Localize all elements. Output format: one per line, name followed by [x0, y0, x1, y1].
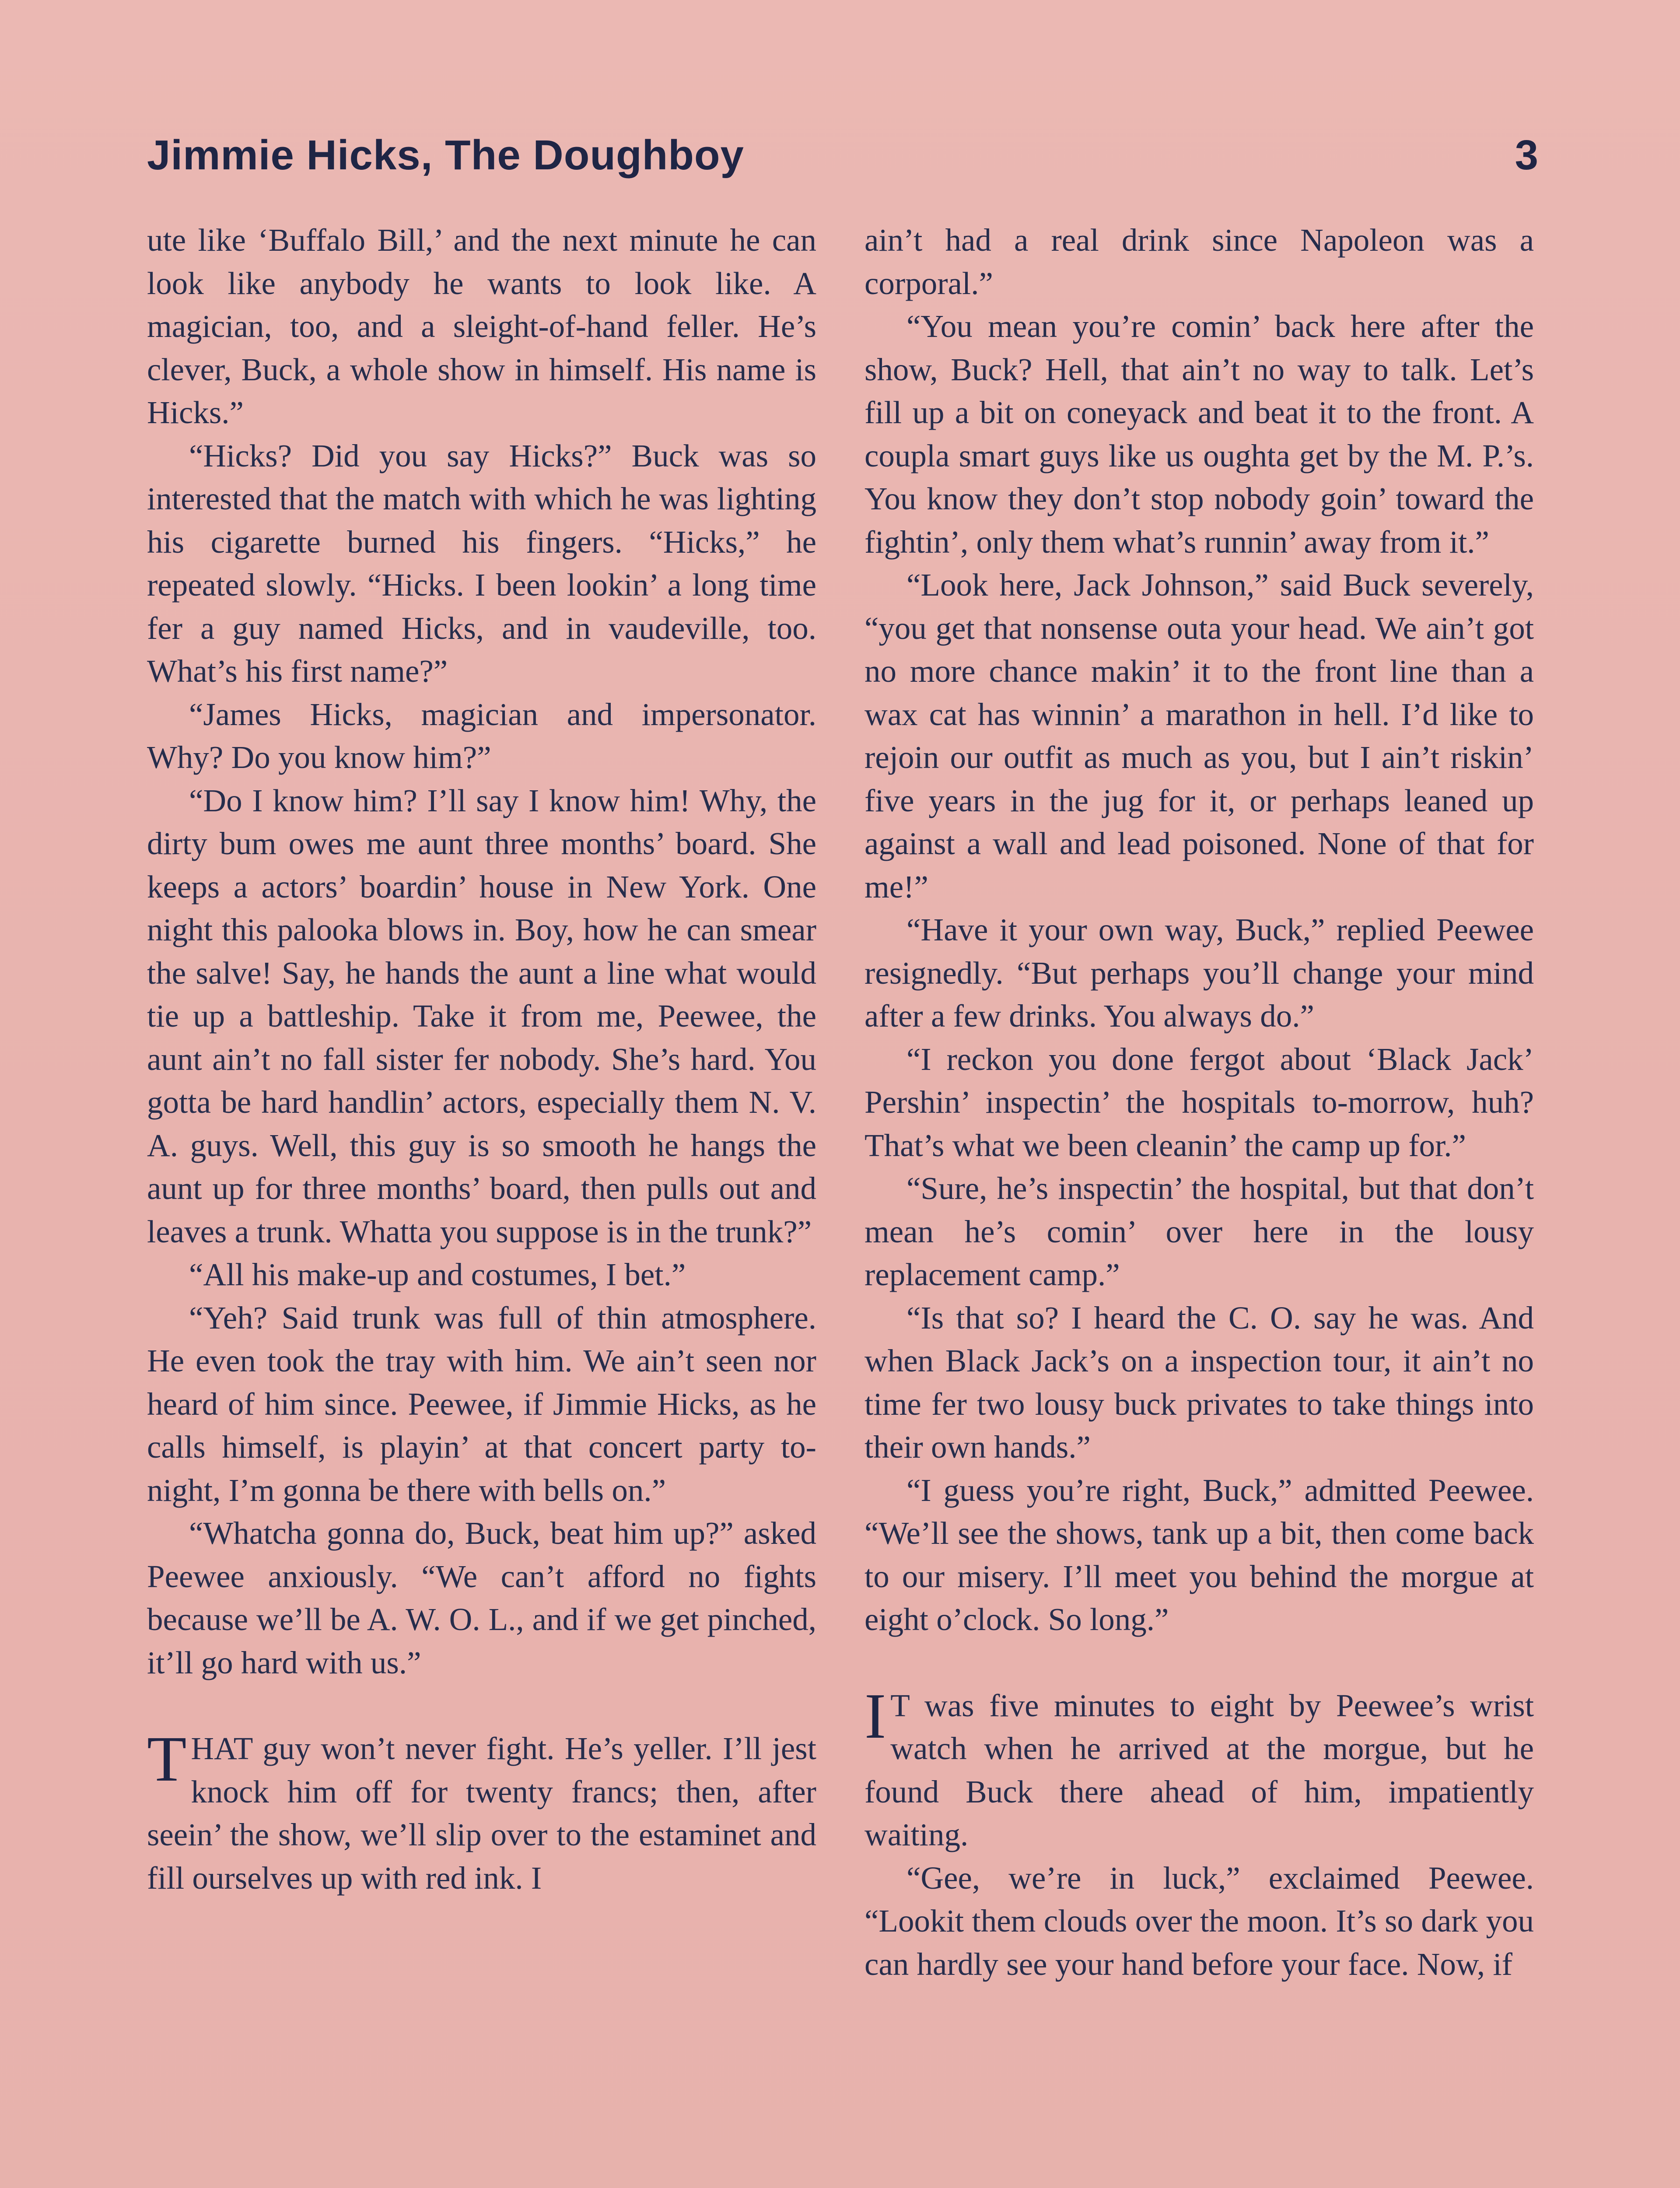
paragraph: “Gee, we’re in luck,” exclaimed Peewee. “Lookit them clouds over the moon. It’s so dark you can hardly see your hand before your face. Now, if — [864, 1860, 1534, 1982]
paragraph: “I guess you’re right, Buck,” admitted Peewee. “We’ll see the shows, tank up a bit, then come back to our misery. I’ll meet you behind the morgue at eight o’clock. So long.” — [864, 1472, 1534, 1637]
running-title: Jimmie Hicks, The Doughboy — [147, 132, 744, 179]
paragraph-text: HAT guy won’t never fight. He’s yeller. I’ll jest knock him off for twenty francs; then, after seein’ the show, we’ll slip over to the estaminet and fill ourselves up with red ink. I — [147, 1731, 816, 1896]
paragraph: ain’t had a real drink since Napoleon was a corporal.” — [864, 222, 1534, 301]
paragraph: “Have it your own way, Buck,” replied Peewee resignedly. “But perhaps you’ll change your mind after a few drinks. You always do.” — [864, 912, 1534, 1034]
paragraph: “Hicks? Did you say Hicks?” Buck was so interested that the match with which he was lighting his cigarette burned his fingers. “Hicks,” he repeated slowly. “Hicks. I been lookin’ a long time fer a guy named Hicks, and in vaudeville, too. What’s his first name?” — [147, 438, 816, 689]
paragraph-text: T was five minutes to eight by Peewee’s wrist watch when he arrived at the morgue, but he found Buck there ahead of him, impatiently waiting. — [864, 1687, 1534, 1852]
paragraph: “Sure, he’s inspectin’ the hospital, but that don’t mean he’s comin’ over here in the lousy replacement camp.” — [864, 1171, 1534, 1292]
paragraph: “I reckon you done fergot about ‘Black Jack’ Pershin’ inspectin’ the hospitals to-morrow, huh? That’s what we been cleanin’ the camp up for.” — [864, 1041, 1534, 1163]
paragraph: “James Hicks, magician and impersonator. Why? Do you know him?” — [147, 696, 816, 775]
paragraph: ute like ‘Buffalo Bill,’ and the next minute he can look like anybody he wants to look like. A magician, too, and a sleight-of-hand feller. He’s clever, Buck, a whole show in himself. His name is Hicks.” — [147, 222, 816, 430]
paragraph: “Whatcha gonna do, Buck, beat him up?” asked Peewee anxiously. “We can’t afford no fights because we’ll be A. W. O. L., and if we get pinched, it’ll go hard with us.” — [147, 1515, 816, 1680]
paragraph: “Look here, Jack Johnson,” said Buck severely, “you get that nonsense outa your head. We ain’t got no more chance makin’ it to the front line than a wax cat has winnin’ a marathon in hell. I’d like to rejoin our outfit as much as you, but I ain’t riskin’ five years in the jug for it, or perhaps leaned up against a wall and lead poisoned. None of that for me!” — [864, 567, 1534, 905]
section-paragraph — [147, 1723, 816, 1900]
paragraph: “Yeh? Said trunk was full of thin atmosphere. He even took the tray with him. We ain’t seen nor heard of him since. Peewee, if Jimmie Hicks, as he calls himself, is playin’ at that concert party to-night, I’m gonna be there with bells on.” — [147, 1300, 816, 1508]
left-column — [147, 219, 816, 2188]
paragraph: “Do I know him? I’ll say I know him! Why, the dirty bum owes me aunt three months’ board. She keeps a actors’ boardin’ house in New York. One night this palooka blows in. Boy, how he can smear the salve! Say, he hands the aunt a line what would tie up a battleship. Take it from me, Peewee, the aunt ain’t no fall sister fer nobody. She’s hard. You gotta be hard handlin’ actors, especially them N. V. A. guys. Well, this guy is so smooth he hangs the aunt up for three months’ board, then pulls out and leaves a trunk. Whatta you suppose is in the trunk?” — [147, 782, 816, 1249]
page-header — [147, 127, 1538, 193]
paragraph: “All his make-up and costumes, I bet.” — [189, 1257, 686, 1292]
right-column — [864, 219, 1534, 2188]
drop-cap: T — [147, 1723, 187, 1795]
drop-cap: I — [864, 1680, 886, 1752]
page-number: 3 — [1515, 132, 1538, 179]
paragraph: “You mean you’re comin’ back here after the show, Buck? Hell, that ain’t no way to talk. Let’s fill up a bit on coneyack and beat it to the front. A coupla smart guys like us oughta get by the M. P.’s. You know they don’t stop nobody goin’ toward the fightin’, only them what’s runnin’ away from it.” — [864, 309, 1534, 560]
paragraph: “Is that so? I heard the C. O. say he was. And when Black Jack’s on a inspection tour, it ain’t no time fer two lousy buck privates to take things into their own hands.” — [864, 1300, 1534, 1465]
section-paragraph — [864, 1680, 1534, 1857]
